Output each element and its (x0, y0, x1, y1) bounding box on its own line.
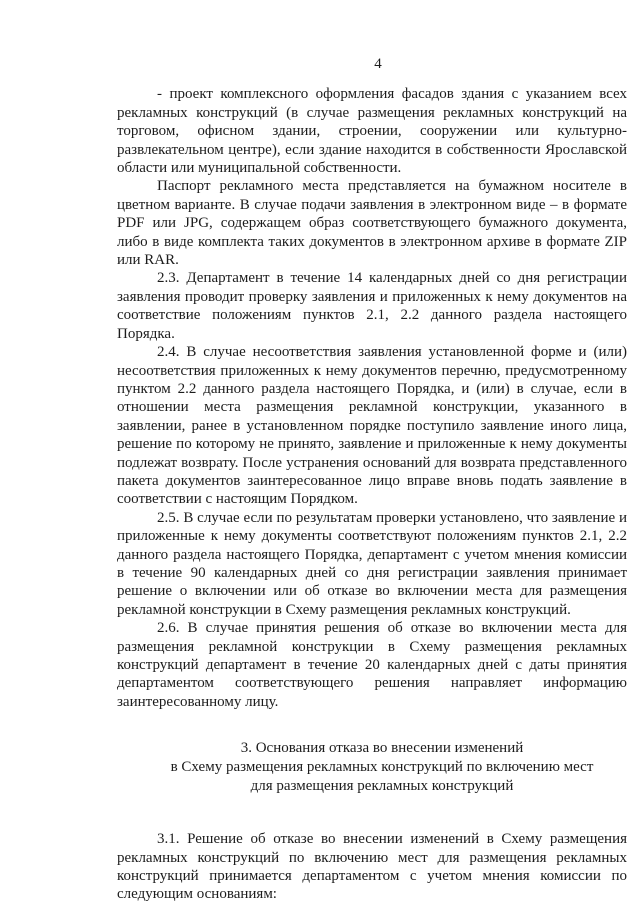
paragraph-3-1: 3.1. Решение об отказе во внесении изменений в Схему размещения рекламных конструкций по включению мест для размещения рекламных конструкций принимается департаментом с учетом мнения комиссии по следующим основаниям: (117, 831, 627, 903)
section-heading-line-3: для размещения рекламных конструкций (250, 778, 514, 795)
paragraph-2-6: 2.6. В случае принятия решения об отказе во включении места для размещения рекламной конструкции в Схему размещения рекламных конструкций департамент в течение 20 календарных дней с даты принятия департаментом соответствующего решения направляет информацию заинтересованному лицу. (117, 620, 627, 710)
document-page (117, 0, 627, 904)
paragraph-2-3: 2.3. Департамент в течение 14 календарных дней со дня регистрации заявления проводит проверку заявления и приложенных к нему документов на соответствие положениям пунктов 2.1, 2.2 данного раздела настоящего Порядка. (117, 270, 627, 342)
section-3-heading (117, 739, 627, 796)
paragraph-facade-project: - проект комплексного оформления фасадов здания с указанием всех рекламных конструкций (в случае размещения рекламных конструкций на торговом, офисном здании, строении, сооружении или культурно-развлекательном центре), если здание находится в собственности Ярославской области или муниципальной собственности. (117, 86, 627, 177)
paragraph-2-5: 2.5. В случае если по результатам проверки установлено, что заявление и приложенные к нему документы соответствуют положениям пунктов 2.1, 2.2 данного раздела настоящего Порядка, департамент с учетом мнения комиссии в течение 90 календарных дней со дня регистрации заявления принимает решение о включении или об отказе во включении места для размещения рекламной конструкции в Схему размещения рекламных конструкций. (117, 509, 627, 618)
paragraph-passport: Паспорт рекламного места представляется на бумажном носителе в цветном варианте. В случае подачи заявления в электронном виде – в формате PDF или JPG, содержащем образ соответствующего бумажного документа, либо в виде комплекта таких документов в электронном архиве в формате ZIP или RAR. (117, 178, 627, 269)
paragraph-2-4: 2.4. В случае несоответствия заявления установленной форме и (или) несоответствия приложенных к нему документов перечню, предусмотренному пунктом 2.2 данного раздела настоящего Порядка, и (или) в случае, если в отношении места размещения рекламной конструкции, указанного в заявлении, ранее в установленном порядке поступило заявление иного лица, решение по которому не принято, заявление и приложенные к нему документы подлежат возврату. После устранения оснований для возврата представленного пакета документов заинтересованное лицо вправе вновь подать заявление в соответствии с настоящим Порядком. (117, 344, 627, 508)
section-heading-line-1: 3. Основания отказа во внесении изменений (240, 740, 524, 757)
section-heading-line-2: в Схему размещения рекламных конструкций по включению мест (170, 759, 594, 776)
page-number: 4 (374, 56, 382, 72)
